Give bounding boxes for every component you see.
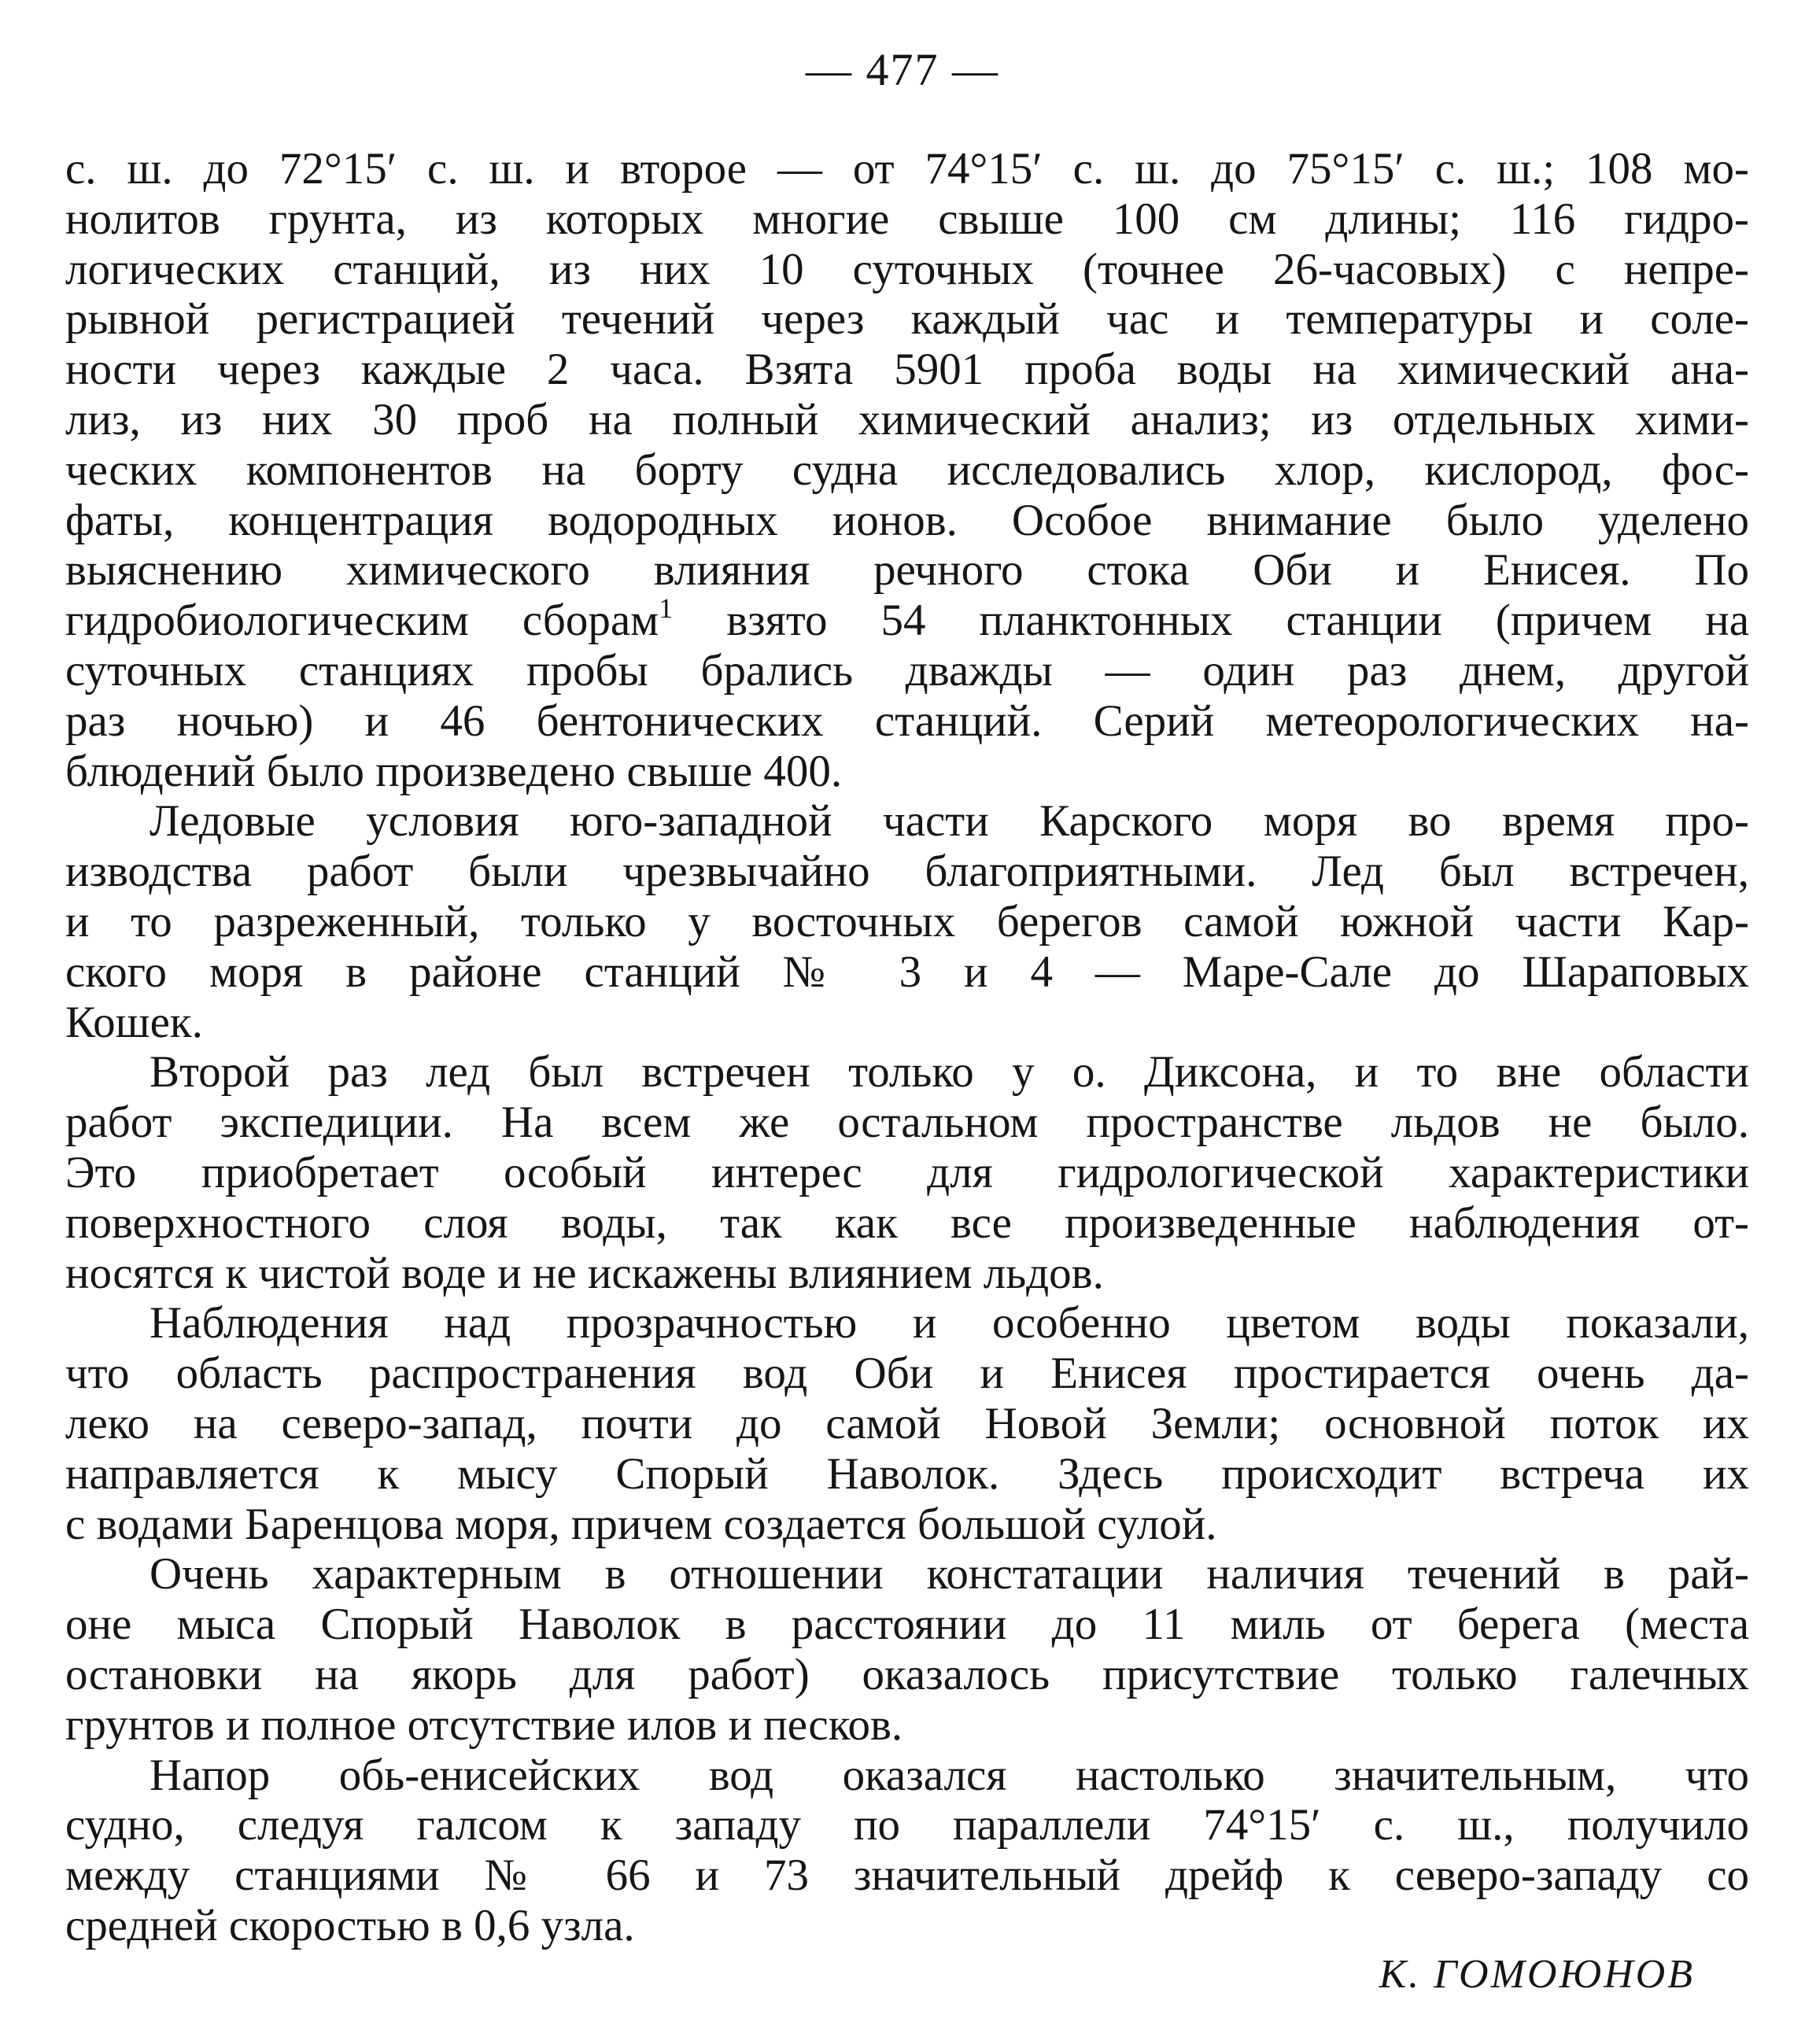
text-line: оне мыса Спорый Наволок в расстоянии до 11 миль от берега (места <box>65 1599 1749 1650</box>
paragraph <box>65 144 1749 796</box>
text-line: Наблюдения над прозрачностью и особенно цветом воды показали, <box>149 1298 1749 1349</box>
text-line: с водами Баренцова моря, причем создается большой сулой. <box>65 1499 1217 1549</box>
text-line: носятся к чистой воде и не искажены влиянием льдов. <box>65 1248 1104 1298</box>
paragraph <box>65 1298 1749 1549</box>
paragraph <box>65 796 1749 1047</box>
text-line: Ледовые условия юго-западной части Карского моря во время про- <box>149 796 1749 847</box>
text-line: и то разреженный, только у восточных берегов самой южной части Кар- <box>65 896 1749 946</box>
text-line: грунтов и полное отсутствие илов и песков. <box>65 1699 903 1750</box>
author-signature: К. ГОМОЮНОВ <box>1379 1952 1695 1997</box>
text-line: блюдений было произведено свыше 400. <box>65 746 843 796</box>
text-line: изводства работ были чрезвычайно благоприятными. Лед был встречен, <box>65 847 1749 897</box>
paragraph <box>65 1751 1749 1951</box>
text-line: Это приобретает особый интерес для гидрологической характеристики <box>65 1147 1749 1197</box>
text-line: Очень характерным в отношении констатации наличия течений в рай- <box>149 1549 1749 1599</box>
text-line: выяснению химического влияния речного стока Оби и Енисея. По <box>65 545 1749 596</box>
text-line: рывной регистрацией течений через каждый час и температуры и соле- <box>65 294 1749 345</box>
text-line: Напор обь-енисейских вод оказался настолько значительным, что <box>149 1750 1749 1800</box>
text-line: ческих компонентов на борту судна исследовались хлор, кислород, фос- <box>65 445 1749 495</box>
paragraph <box>65 1549 1749 1750</box>
text-line: логических станций, из них 10 суточных (точнее 26-часовых) с непре- <box>65 244 1749 294</box>
text-line: Кошек. <box>65 997 203 1047</box>
text-line: работ экспедиции. На всем же остальном пространстве льдов не было. <box>65 1098 1749 1148</box>
text-line: с. ш. до 72°15′ с. ш. и второе — от 74°15′ с. ш. до 75°15′ с. ш.; 108 мо- <box>65 144 1749 194</box>
text-line: средней скоростью в 0,6 узла. <box>65 1900 635 1950</box>
body-text <box>65 144 1749 1951</box>
text-line <box>65 592 1749 646</box>
text-line: нолитов грунта, из которых многие свыше 100 см длины; 116 гидро- <box>65 194 1749 244</box>
text-segment: гидробиологическим сборам <box>65 596 659 646</box>
text-line: направляется к мысу Спорый Наволок. Здесь происходит встреча их <box>65 1448 1749 1499</box>
text-line: фаты, концентрация водородных ионов. Особое внимание было уделено <box>65 495 1749 545</box>
text-line: остановки на якорь для работ) оказалось присутствие только галечных <box>65 1649 1749 1699</box>
footnote-marker: 1 <box>659 592 674 625</box>
text-line: лиз, из них 30 проб на полный химический анализ; из отдельных хими- <box>65 394 1749 445</box>
text-line: поверхностного слоя воды, так как все произведенные наблюдения от- <box>65 1197 1749 1248</box>
paragraph <box>65 1047 1749 1298</box>
text-segment: взято 54 планктонных станции (причем на <box>673 596 1749 646</box>
text-line: ности через каждые 2 часа. Взята 5901 проба воды на химический ана- <box>65 345 1749 395</box>
page-number: — 477 — <box>806 44 999 95</box>
text-line: судно, следуя галсом к западу по параллели 74°15′ с. ш., получило <box>65 1800 1749 1850</box>
text-line: леко на северо-запад, почти до самой Новой Земли; основной поток их <box>65 1398 1749 1448</box>
text-line: суточных станциях пробы брались дважды — один раз днем, другой <box>65 645 1749 695</box>
text-line: раз ночью) и 46 бентонических станций. Серий метеорологических на- <box>65 695 1749 746</box>
text-line: что область распространения вод Оби и Енисея простирается очень да- <box>65 1349 1749 1399</box>
text-line: Второй раз лед был встречен только у о. Диксона, и то вне области <box>149 1047 1749 1098</box>
text-line: ского моря в районе станций № 3 и 4 — Маре-Сале до Шараповых <box>65 946 1749 997</box>
text-line: между станциями № 66 и 73 значительный дрейф к северо-западу со <box>65 1850 1749 1901</box>
